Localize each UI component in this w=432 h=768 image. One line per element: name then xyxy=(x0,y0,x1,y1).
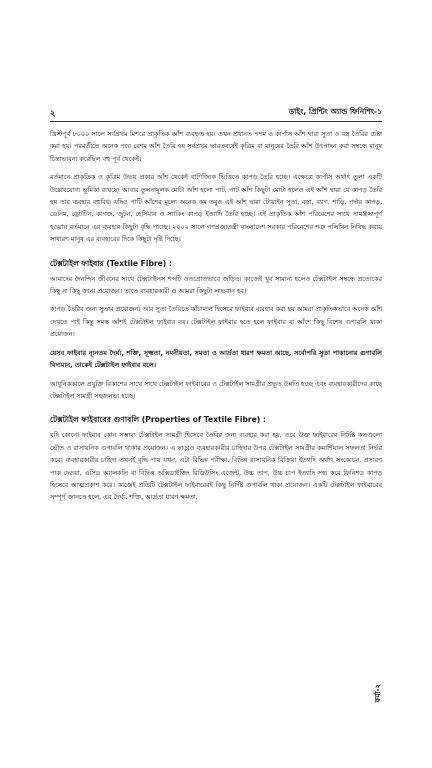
page-body xyxy=(50,128,382,510)
heading-properties: টেক্সটাইল ফাইবারের গুণাবলি (Properties of Textile Fibre) : xyxy=(50,415,266,425)
page-header xyxy=(50,107,382,121)
heading-textile-fibre: টেক্সটাইল ফাইবার (Textile Fibre) : xyxy=(50,258,172,268)
paragraph-current-fibres: বর্তমানে প্রাকৃতিক ও কৃত্রিম উভয় প্রকার আঁশ থেকেই বাণিজ্যিক ভিত্তিতে কাপড় তৈরি হচ্ছে। এক্ষেত্রে কার্পাস অর্থাৎ তুলা একটি উল্লেখযোগ্য ভূমিকা রাখছে। আবার তুলনামূলক মোটা আঁশ হলো পাট, পাট আঁশ কিছুটা মোটা হলেও এই আঁশ দ্বারা যে কাপড় তৈরি হয় তার ব্যবহার বহুবিধ। যদিও পাটি আঁশের মূল্যে অনেক কম তবুও এই আঁশ দ্বারা টোয়াইন সুতা, বস্তা, ব্যাগ, শাড়ি, পর্দার কাপড়, ডেনিম, ড্রেটটিন, কাগজ, জুটন, হেসিয়ান ও স্যাকিং কাপড় ইত্যাদি তৈরি হচ্ছে। এই প্রাকৃতিক আঁশ পরিবেশের সাথে সামঞ্জস্যপূর্ণ হওয়ার বর্তমানে এর ব্যবহার কিছুটা বৃদ্ধি পাচ্ছে। ২০০২ সালে গণপ্রজাতন্ত্রী বাংলাদেশ সরকার পরিবেশের শত্রু পলিথিন নিষিদ্ধ করায় সাধারণ মানুষ এর ব্যবহারের দিকে কিছুটা দৃষ্টি দিচ্ছে। xyxy=(50,173,382,244)
definition-textile-fibre: যেসব ফাইবার ন্যূনতম দৈর্ঘ্য, শক্তি, সূক্ষ্মতা, নমনীয়তা, সমতা ও আর্দ্রতা ধারণ ক্ষমতা আছে, সর্বোপরি সুতা পাকানোর গুণাবলি বিদ্যমান, তাকেই টেক্সটাইল ফাইবার বলে। xyxy=(50,348,382,370)
forma-marker: ফর্মা-২ xyxy=(374,684,382,703)
page-number: ২ xyxy=(50,109,56,119)
paragraph-yarn-fibre: কাপড় তৈরির জন্য সুতার প্রয়োজন। আর সুতা তৈরিতে কাঁচামাল হিসেবে ফাইবার ব্যবহার করা হয় আমরা প্রাকৃতিকভাবে অনেক আঁশ দেখতে পাই কিন্তু সমস্ত আঁশই টেক্সটাইল ফাইবার নয়। টেক্সটাইল ফাইবার হতে হলে ফাইবার বা আঁশে কিছু বিশেষ গুণাবলি থাকা প্রয়োজন। xyxy=(50,305,382,339)
paragraph-modern-technology: আধুনিককালে প্রযুক্তি বিকাশের সাথে সাথে টেক্সটাইল ফাইবারের ও টেক্সটাইল সামগ্রীর প্রভূত উন্নতি হচ্ছে এবং ব্যবহারকারীদের কাছে টেক্সটাইল সামগ্রী সহজলভ্য হচ্ছে। xyxy=(50,379,382,400)
paragraph-properties: যদি কোনো ফাইবার কোন সম্ভাব্য টেক্সটাইল সামগ্রী হিসেবে তৈরির জন্য ব্যবহার করা হয়, তবে উক্ত ফাইবারের নির্দিষ্ট কতগুলো ভৌত ও রাসায়নিক গুণাবলি থাকার প্রয়োজন। এ ছাড়াও ব্যবহারকারীর চাহিদার উপর টেক্সটাইল সামগ্রীর কমার্শিয়াল সফলতা নির্ভর করে। ব্যবহারকারীর চাহিদা তখনই বৃদ্ধি পায় যখন, এটা বিভিন্ন পরীক্ষা, বিভিন্ন রাসায়নিক বিক্রিয়া ইত্যাদি অর্থাৎ সংকোচন, প্রসারণ পাক দেওয়া, এসিড অ্যালকলি বা বিভিন্ন অক্সিডাইজিং রিডিউসিং এজেন্ট, উচ্চ তাপ, উচ্চ চাপ ইত্যাদি সহ্য করে ফিনিশড কাপড় হিসেবে আত্মপ্রকাশ করে। কাজেই প্রতিটি টেক্সটাইল ফাইবারেরই কিছু নির্দিষ্ট গুণাবলি থাকা প্রয়োজন। একটি টেক্সটাইল ফাইবারের সম্পূর্ণ জানতে হলে, এর দৈর্ঘ্য, শক্তি, আর্দ্রতা ধারণ ক্ষমতা, xyxy=(50,431,382,502)
header-rule xyxy=(50,121,382,122)
paragraph-textile-daily-life: আমাদের দৈনন্দিন জীবনের সাথে টেক্সটাইলস শব্দটি ওতপ্রোতভাবে জড়িত। কাজেই খুব সামান্য হলেও টেক্সটাইল সম্বন্ধে প্রত্যেকের কিছু না কিছু জানা প্রয়োজন। তাতে ব্যবহারকারী ও আমরা কিছুটা লাভবান হব। xyxy=(50,274,382,296)
running-title: ডাইং, প্রিন্টিং অ্যান্ড ফিনিশিং-১ xyxy=(288,107,382,116)
paragraph-history: খ্রিস্টপূর্ব ৮০০০ সালে সর্বপ্রথম মিশরে প্রাকৃতিক আঁশ ব্যবহৃত হয়। তখন প্রধানত পশম ও কার্পাস আঁশ দ্বারা সুতা ও বস্ত্র তৈরির চেষ্টা করা হয়। পরবর্তীতে অনেক পরে রেশম আঁশ তৈরি হয় সর্বপ্রথম ভারতবর্ষেই কৃত্রিম বা মানুষের তৈরি আঁশ উৎপাদন করা সম্বন্ধে মানুষ চিন্তাভাবনা করেছিল বহু পূর্ব থেকেই। xyxy=(50,130,382,163)
